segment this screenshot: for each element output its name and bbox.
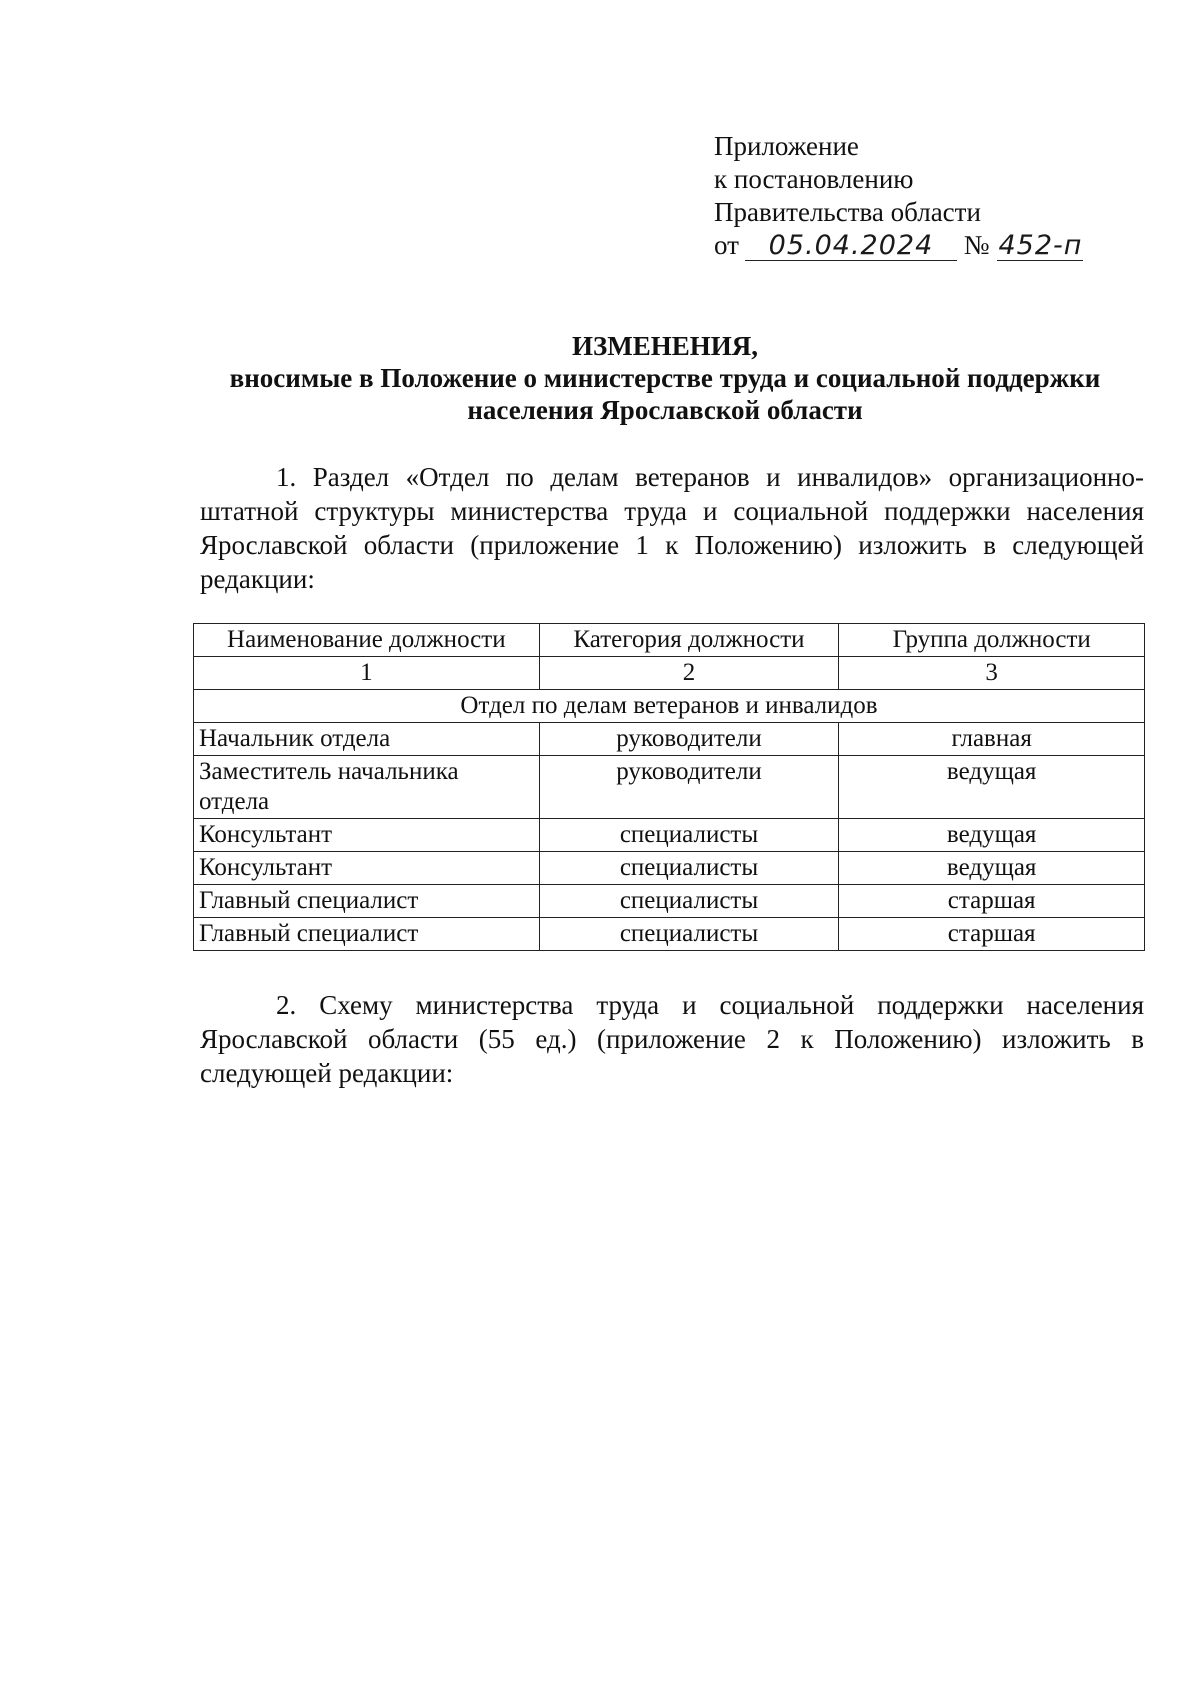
paragraph-1: 1. Раздел «Отдел по делам ветеранов и инвалидов» организационно-штатной структуры министерства труда и социальной поддержки населения Ярославской области (приложение 1 к Положению) изложить в следующей редакции:	[200, 462, 1144, 594]
cell-group: ведущая	[839, 852, 1145, 885]
date-field	[745, 231, 957, 261]
cell-group: ведущая	[839, 756, 1145, 819]
table-row	[194, 852, 1145, 885]
column-number: 2	[539, 657, 839, 690]
cell-category: руководители	[539, 723, 839, 756]
cell-group: главная	[839, 723, 1145, 756]
number-field	[997, 231, 1083, 261]
table-row	[194, 819, 1145, 852]
cell-category: специалисты	[539, 819, 839, 852]
table-row	[194, 756, 1145, 819]
appendix-line-1: Приложение	[714, 131, 859, 161]
heading-title: ИЗМЕНЕНИЯ,	[571, 331, 758, 361]
table-number-row	[194, 657, 1145, 690]
document-heading	[190, 330, 1140, 426]
table-section-row	[194, 690, 1145, 723]
handwritten-date: 05.04.2024	[768, 230, 934, 261]
column-number: 3	[839, 657, 1145, 690]
header-category: Категория должности	[539, 624, 839, 657]
heading-subtitle-2: населения Ярославской области	[467, 395, 863, 425]
heading-subtitle-1: вносимые в Положение о министерстве труда и социальной поддержки	[229, 363, 1101, 393]
cell-position: Консультант	[194, 852, 540, 885]
header-group: Группа должности	[839, 624, 1145, 657]
cell-position: Главный специалист	[194, 918, 540, 951]
table-row	[194, 723, 1145, 756]
column-number: 1	[194, 657, 540, 690]
staff-table	[193, 623, 1145, 951]
number-label: №	[963, 230, 990, 260]
table-row	[194, 918, 1145, 951]
paragraph-2: 2. Схему министерства труда и социальной поддержки населения Ярославской области (55 ед.) (приложение 2 к Положению) изложить в следующей редакции:	[200, 990, 1144, 1088]
cell-position: Консультант	[194, 819, 540, 852]
appendix-line-2: к постановлению	[714, 164, 914, 194]
handwritten-number: 452-п	[998, 230, 1083, 261]
cell-position: Главный специалист	[194, 885, 540, 918]
cell-category: специалисты	[539, 852, 839, 885]
cell-group: ведущая	[839, 819, 1145, 852]
section-title: Отдел по делам ветеранов и инвалидов	[194, 690, 1145, 723]
appendix-line-3: Правительства области	[714, 197, 981, 227]
table-row	[194, 885, 1145, 918]
appendix-date-number-line	[714, 229, 1083, 262]
header-position: Наименование должности	[194, 624, 540, 657]
cell-group: старшая	[839, 918, 1145, 951]
table-header-row	[194, 624, 1145, 657]
cell-position: Начальник отдела	[194, 723, 540, 756]
cell-category: руководители	[539, 756, 839, 819]
appendix-block	[714, 130, 1083, 262]
from-label: от	[714, 230, 739, 260]
cell-group: старшая	[839, 885, 1145, 918]
cell-position: Заместитель начальника отдела	[194, 756, 540, 819]
cell-category: специалисты	[539, 918, 839, 951]
cell-category: специалисты	[539, 885, 839, 918]
